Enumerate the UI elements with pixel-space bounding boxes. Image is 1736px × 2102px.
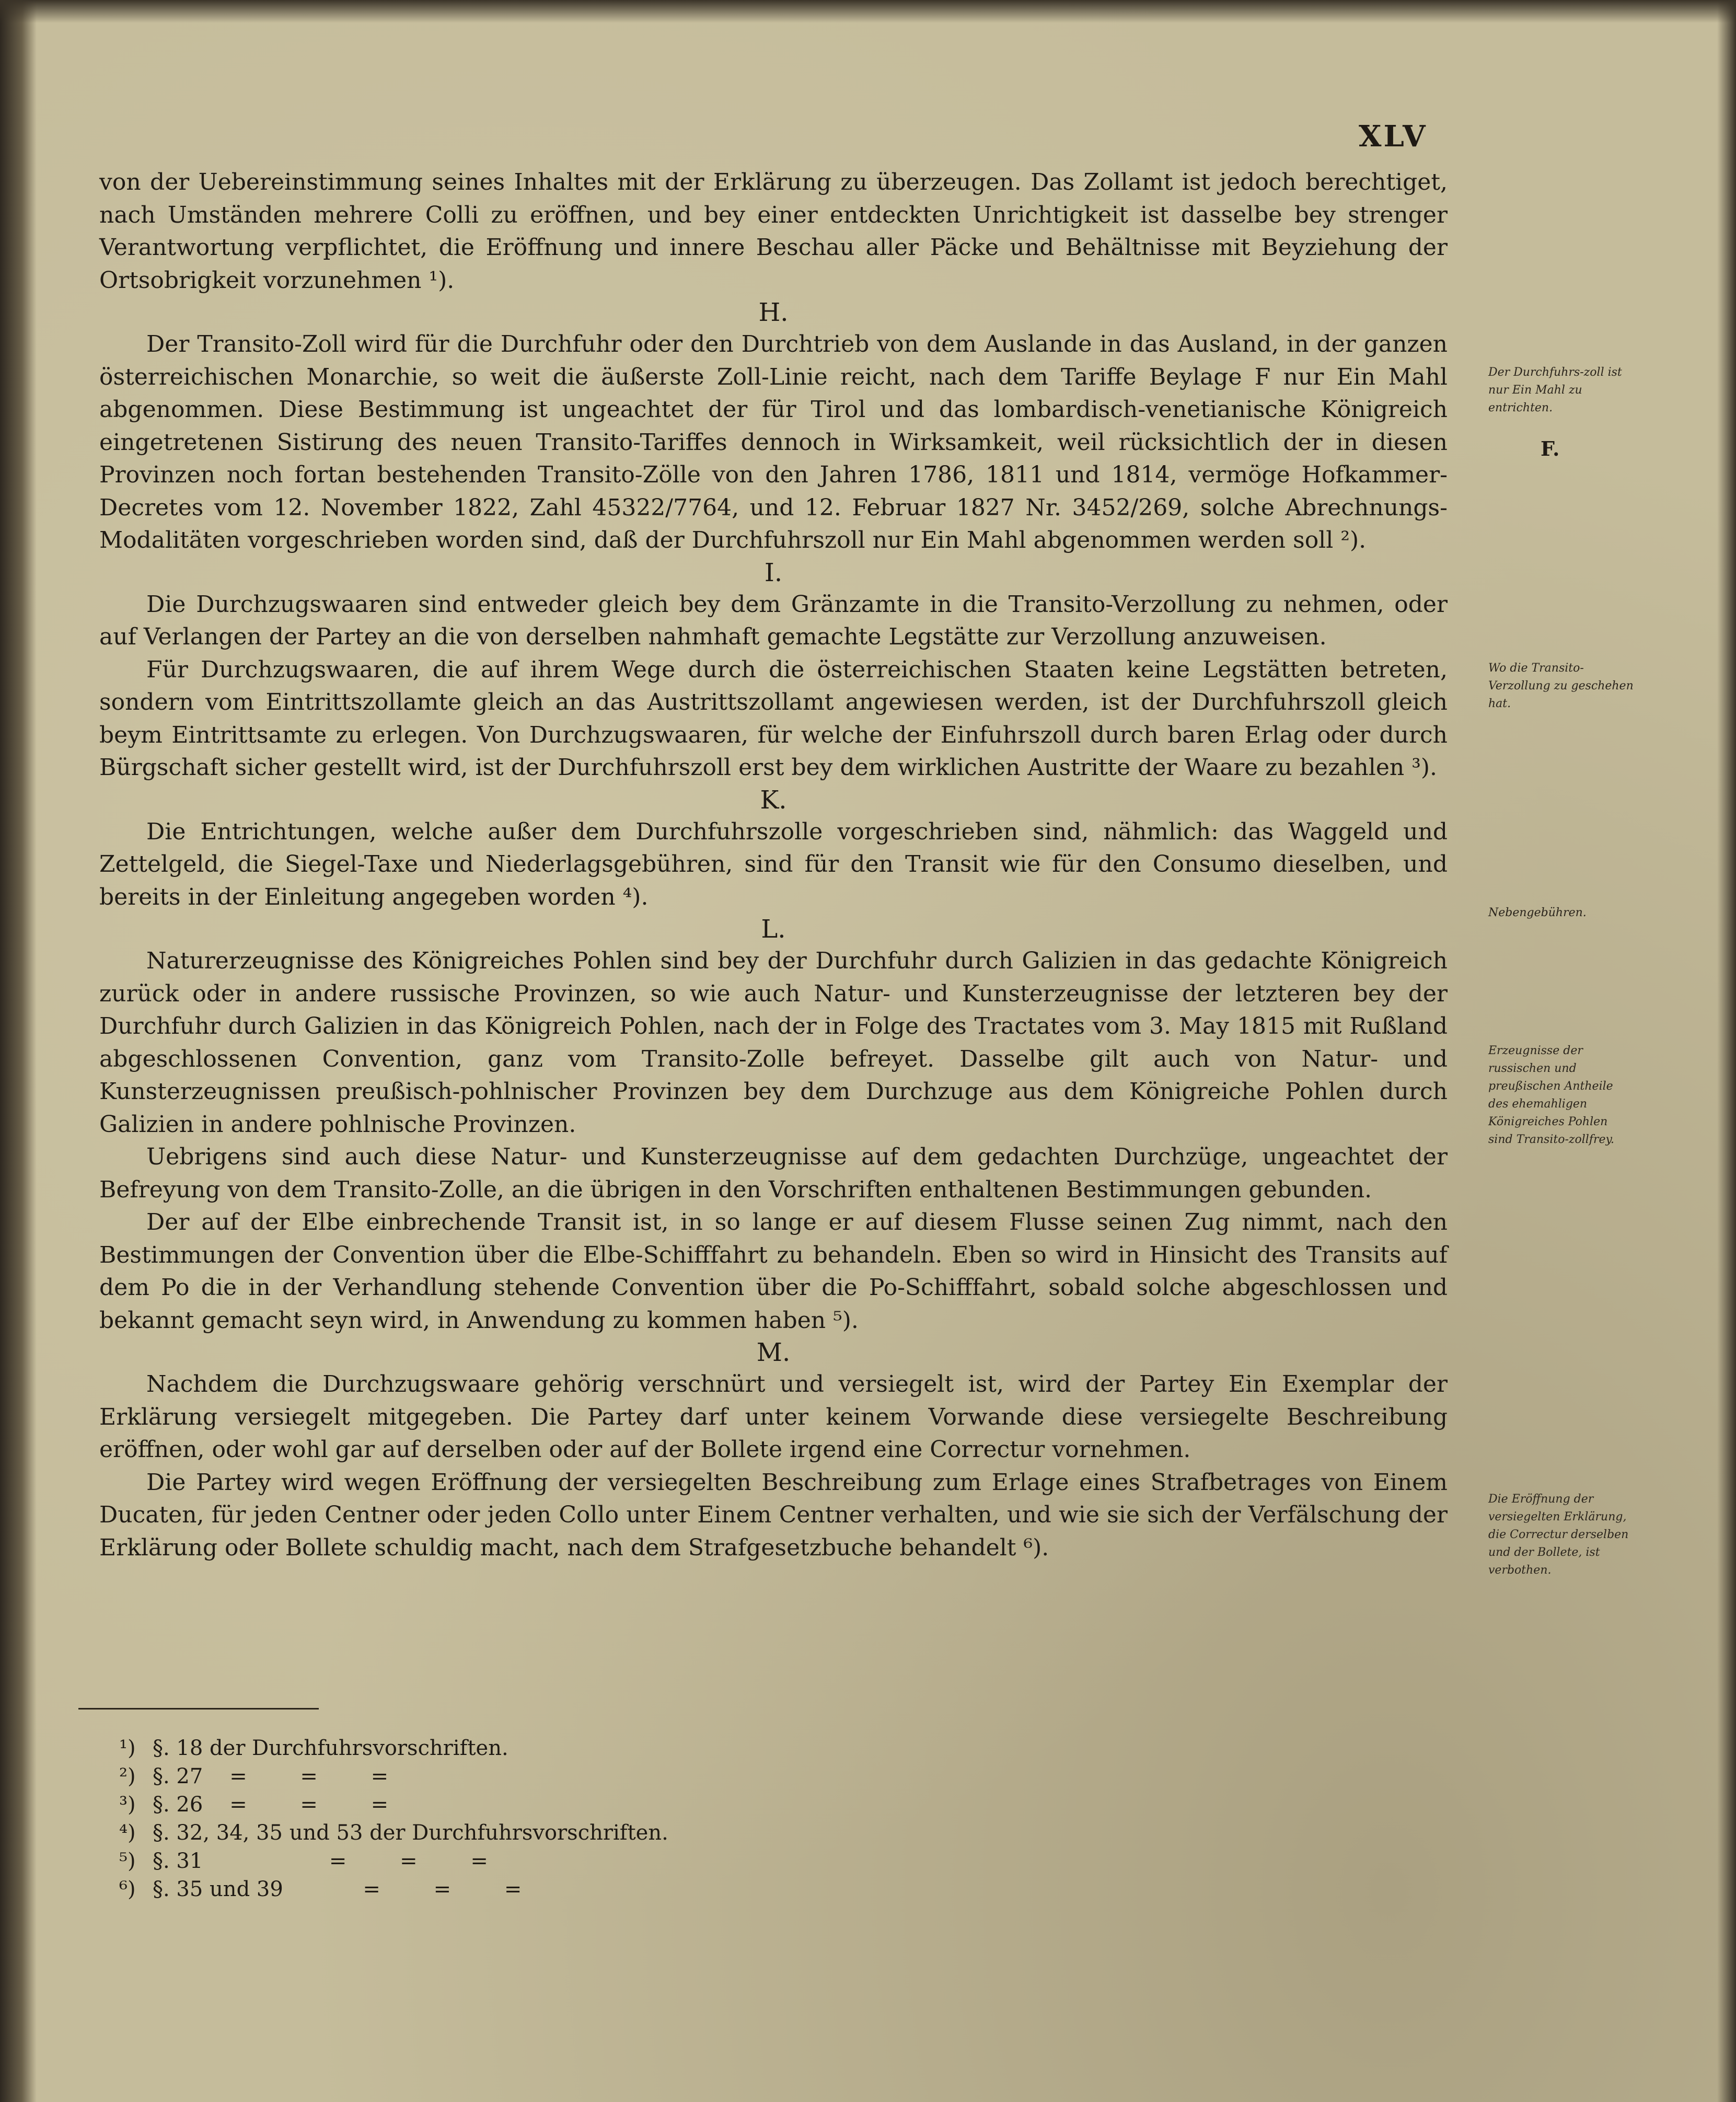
footnote-text: §. 32, 34, 35 und 53 der Durchfuhrsvorschriften. [153, 1821, 668, 1845]
margin-note-fees: Nebengebühren. [1488, 906, 1587, 919]
top-edge-shadow [0, 0, 1736, 23]
margin-note-opening: Die Eröffnung der versiegelten Erklärung, die Correctur derselben und der Bollete, ist verbothen. [1488, 1493, 1629, 1577]
paragraph-l-1: Naturerzeugnisse des Königreiches Pohlen sind bey der Durchfuhr durch Galizien in das gedachte Königreich zurück oder in andere russische Provinzen, so wie auch Natur- und Kunsterzeugnisse der letzteren bey der Durchfuhr durch Galizien in das Königreich Pohlen, nach der in Folge des Tractates vom 3. May 1815 mit Rußland abgeschlossenen Convention, ganz vom Transito-Zolle befreyet. Dasselbe gilt auch von Natur- und Kunsterzeugnissen preußisch-pohlnischer Provinzen bey dem Durchzuge aus dem Königreiche Pohlen durch Galizien in andere pohlnische Provinzen. [99, 948, 1448, 1138]
footnote [119, 1734, 668, 1762]
section-heading-i: I. [764, 558, 783, 587]
main-text [99, 166, 1448, 1564]
footnote-number: ³) [119, 1793, 136, 1817]
margin-note-where-assessed: Wo die Transito-Verzollung zu geschehen hat. [1488, 662, 1634, 710]
paragraph-continuation: von der Uebereinstimmung seines Inhaltes mit der Erklärung zu überzeugen. Das Zollamt ist jedoch berechtiget, nach Umständen mehrere Colli zu eröffnen, und bey einer entdeckten Unrichtigkeit ist dasselbe bey strenger Verantwortung verpflichtet, die Eröffnung und innere Beschau aller Päcke und Behältnisse mit Beyziehung der Ortsobrigkeit vorzunehmen ¹). [99, 169, 1448, 294]
footnote-number: ⁴) [119, 1821, 136, 1845]
paragraph-h-1: Der Transito-Zoll wird für die Durchfuhr oder den Durchtrieb von dem Auslande in das Ausland, in der ganzen österreichischen Monarchie, so weit die äußerste Zoll-Linie reicht, nach dem Tariffe Beylage F nur Ein Mahl abgenommen. Diese Bestimmung ist ungeachtet der für Tirol und das lombardisch-venetianische Königreich eingetretenen Sistirung des neuen Transito-Tariffes dennoch in Wirksamkeit, weil rücksichtlich der in diesen Provinzen noch fortan bestehenden Transito-Zölle von den Jahren 1786, 1811 und 1814, vermöge Hofkammer-Decretes vom 12. November 1822, Zahl 45322/7764, und 12. Februar 1827 Nr. 3452/269, solche Abrechnungs-Modalitäten vorgeschrieben worden sind, daß der Durchfuhrszoll nur Ein Mahl abgenommen werden soll ²). [99, 331, 1448, 553]
margin-note-transit-once: Der Durchfuhrs-zoll ist nur Ein Mahl zu entrichten. [1488, 366, 1622, 414]
footnote-number: ²) [119, 1764, 136, 1788]
right-edge-shadow [1717, 0, 1736, 2102]
footnote-number: ⁶) [119, 1877, 136, 1901]
footnote [119, 1875, 668, 1903]
section-heading-h: H. [758, 298, 789, 327]
footnote-text: §. 18 der Durchfuhrsvorschriften. [153, 1736, 508, 1760]
footnotes [119, 1734, 668, 1903]
footnote-rule [78, 1708, 319, 1710]
footnote-number: ¹) [119, 1736, 136, 1760]
paragraph-m-2: Die Partey wird wegen Eröffnung der versiegelten Beschreibung zum Erlage eines Strafbetrages von Einem Ducaten, für jeden Centner oder jeden Collo unter Einem Centner verhalten, und wie sie sich der Verfälschung der Erklärung oder Bollete schuldig macht, nach dem Strafgesetzbuche behandelt ⁶). [99, 1469, 1448, 1561]
margin-tariff-ref: F. [1541, 437, 1560, 460]
paragraph-i-1: Die Durchzugswaaren sind entweder gleich bey dem Gränzamte in die Transito-Verzollung zu nehmen, oder auf Verlangen der Partey an die von derselben nahmhaft gemachte Legstätte zur Verzollung anzuweisen. [99, 591, 1448, 650]
footnote [119, 1791, 668, 1819]
footnote-text: §. 27 = = = [153, 1764, 389, 1788]
page-number: XLV [1359, 119, 1428, 154]
paragraph-l-2: Uebrigens sind auch diese Natur- und Kunsterzeugnisse auf dem gedachten Durchzüge, ungeachtet der Befreyung von dem Transito-Zolle, an die übrigen in den Vorschriften enthaltenen Bestimmungen gebunden. [99, 1144, 1448, 1203]
footnote [119, 1819, 668, 1847]
section-heading-k: K. [760, 785, 787, 815]
paragraph-k-1: Die Entrichtungen, welche außer dem Durchfuhrszolle vorgeschrieben sind, nähmlich: das Waggeld und Zettelgeld, die Siegel-Taxe und Niederlagsgebühren, sind für den Transit wie für den Consumo dieselben, und bereits in der Einleitung angegeben worden ⁴). [99, 818, 1448, 910]
footnote-text: §. 26 = = = [153, 1793, 389, 1817]
section-heading-l: L. [761, 915, 786, 944]
paragraph-i-2: Für Durchzugswaaren, die auf ihrem Wege durch die österreichischen Staaten keine Legstätten betreten, sondern vom Eintrittszollamte gleich an das Austrittszollamt angewiesen werden, ist der Durchfuhrszoll gleich beym Eintrittsamte zu erlegen. Von Durchzugswaaren, für welche der Einfuhrszoll durch baren Erlag oder durch Bürgschaft sicher gestellt wird, ist der Durchfuhrszoll erst bey dem wirklichen Austritte der Waare zu bezahlen ³). [99, 656, 1448, 781]
binding-shadow [0, 0, 37, 2102]
footnote [119, 1847, 668, 1875]
paragraph-m-1: Nachdem die Durchzugswaare gehörig verschnürt und versiegelt ist, wird der Partey Ein Exemplar der Erklärung versiegelt mitgegeben. Die Partey darf unter keinem Vorwande diese versiegelte Beschreibung eröffnen, oder wohl gar auf derselben oder auf der Bollete irgend eine Correctur vornehmen. [99, 1371, 1448, 1463]
paragraph-l-3: Der auf der Elbe einbrechende Transit ist, in so lange er auf diesem Flusse seinen Zug nimmt, nach den Bestimmungen der Convention über die Elbe-Schifffahrt zu behandeln. Eben so wird in Hinsicht des Transits auf dem Po die in der Verhandlung stehende Convention über die Po-Schifffahrt, sobald solche abgeschlossen und bekannt gemacht seyn wird, in Anwendung zu kommen haben ⁵). [99, 1209, 1448, 1334]
footnote-number: ⁵) [119, 1849, 136, 1873]
footnote-text: §. 35 und 39 = = = [153, 1877, 522, 1901]
margin-note-products: Erzeugnisse der russischen und preußischen Antheile des ehemahligen Königreiches Pohlen sind Transito-zollfrey. [1488, 1044, 1614, 1146]
footnote [119, 1762, 668, 1791]
footnote-text: §. 31 = = = [153, 1849, 488, 1873]
section-heading-m: M. [756, 1338, 791, 1367]
